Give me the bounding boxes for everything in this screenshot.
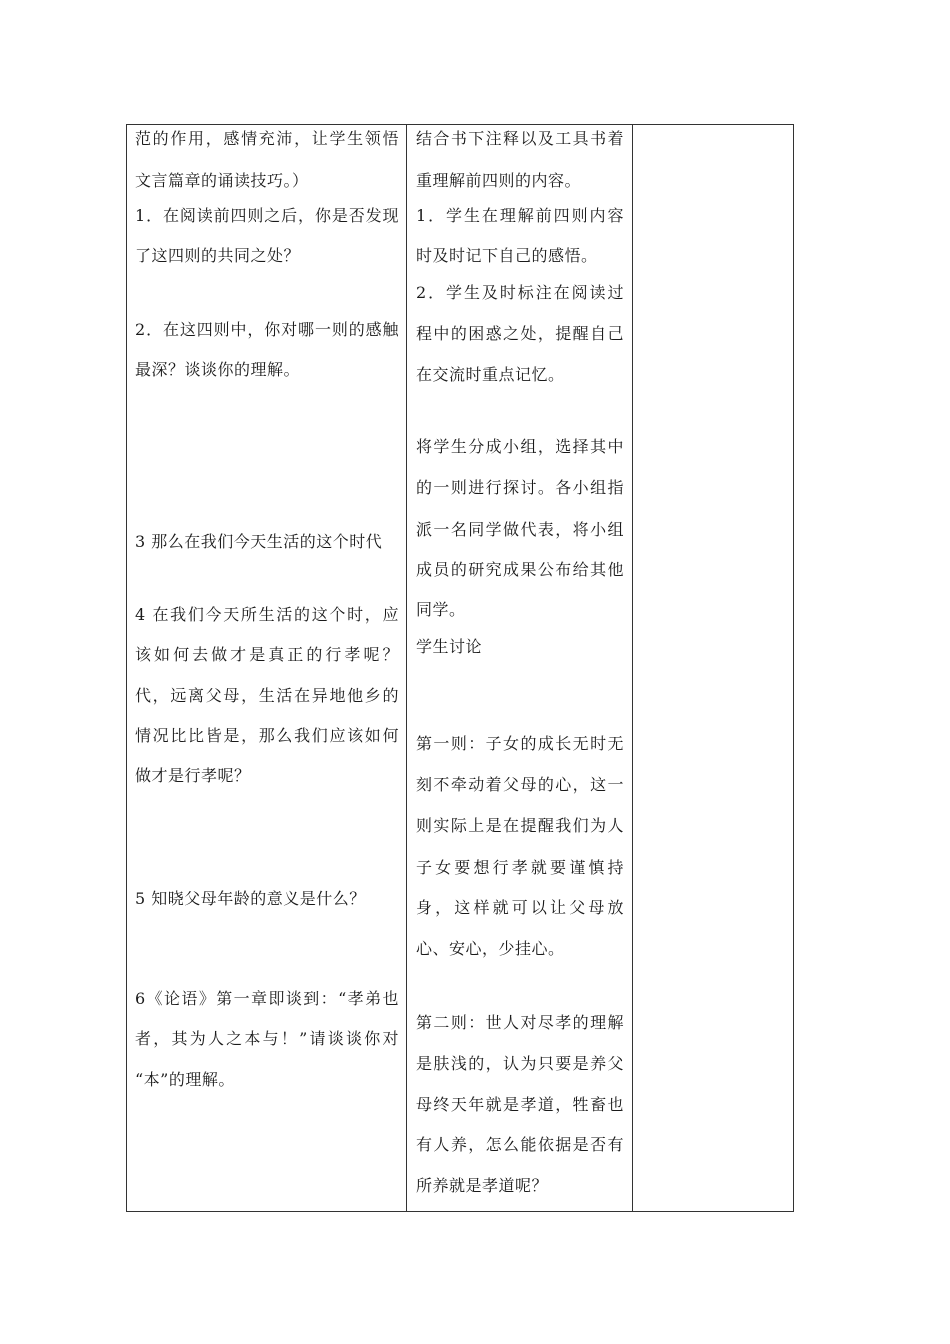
text-line: 结合书下注释以及工具书着	[416, 129, 624, 148]
text-line: 程中的困惑之处，提醒自己	[416, 324, 624, 343]
teacher-activity-column	[127, 125, 407, 1211]
text-line: 子女要想行孝就要谨慎持	[416, 858, 624, 877]
text-line: 者，其为人之本与！”请谈谈你对	[135, 1029, 399, 1048]
text-line: 第二则：世人对尽孝的理解	[416, 1013, 624, 1032]
text-line: 派一名同学做代表，将小组	[416, 520, 624, 539]
text-line: 文言篇章的诵读技巧。）	[135, 171, 309, 190]
question-6: 6《论语》第一章即谈到：“孝弟也	[135, 989, 399, 1008]
text-line: 所养就是孝道呢？	[416, 1176, 549, 1195]
text-line: 将学生分成小组，选择其中	[416, 437, 624, 456]
text-line: 情况比比皆是，那么我们应该如何	[135, 726, 399, 745]
text-line: 刻不牵动着父母的心，这一	[416, 775, 624, 794]
text-line: 第一则：子女的成长无时无	[416, 734, 624, 753]
question-3: 3 那么在我们今天生活的这个时代	[135, 532, 383, 551]
text-line: 的一则进行探讨。各小组指	[416, 478, 624, 497]
text-line: 有人养，怎么能依据是否有	[416, 1135, 624, 1154]
text-line: 1．学生在理解前四则内容	[416, 206, 624, 225]
text-line: 重理解前四则的内容。	[416, 171, 582, 190]
question-4: 4 在我们今天所生活的这个时，应	[135, 605, 399, 624]
text-line: “本”的理解。	[135, 1070, 235, 1089]
text-line: 心、安心，少挂心。	[416, 939, 565, 958]
text-line: 做才是行孝呢？	[135, 766, 251, 785]
text-line: 同学。	[416, 600, 466, 619]
text-line: 范的作用，感情充沛，让学生领悟	[135, 129, 399, 148]
text-line: 2．学生及时标注在阅读过	[416, 283, 624, 302]
text-line: 了这四则的共同之处？	[135, 246, 301, 265]
notes-column	[633, 125, 793, 1211]
text-line: 母终天年就是孝道，牲畜也	[416, 1095, 624, 1114]
text-line: 代，远离父母，生活在异地他乡的	[135, 686, 399, 705]
text-line: 学生讨论	[416, 637, 483, 656]
lesson-table	[126, 124, 794, 1212]
text-line: 是肤浅的，认为只要是养父	[416, 1054, 624, 1073]
text-line: 在交流时重点记忆。	[416, 365, 565, 384]
question-2: 2．在这四则中，你对哪一则的感触	[135, 320, 399, 339]
question-5: 5 知晓父母年龄的意义是什么？	[135, 889, 366, 908]
question-1: 1．在阅读前四则之后，你是否发现	[135, 206, 399, 225]
student-activity-column	[407, 125, 633, 1211]
text-line: 身，这样就可以让父母放	[416, 898, 624, 917]
text-line: 则实际上是在提醒我们为人	[416, 816, 624, 835]
text-line: 时及时记下自己的感悟。	[416, 246, 598, 265]
text-line: 最深？谈谈你的理解。	[135, 360, 301, 379]
text-line: 成员的研究成果公布给其他	[416, 560, 624, 579]
text-line: 该如何去做才是真正的行孝呢？	[135, 645, 399, 664]
